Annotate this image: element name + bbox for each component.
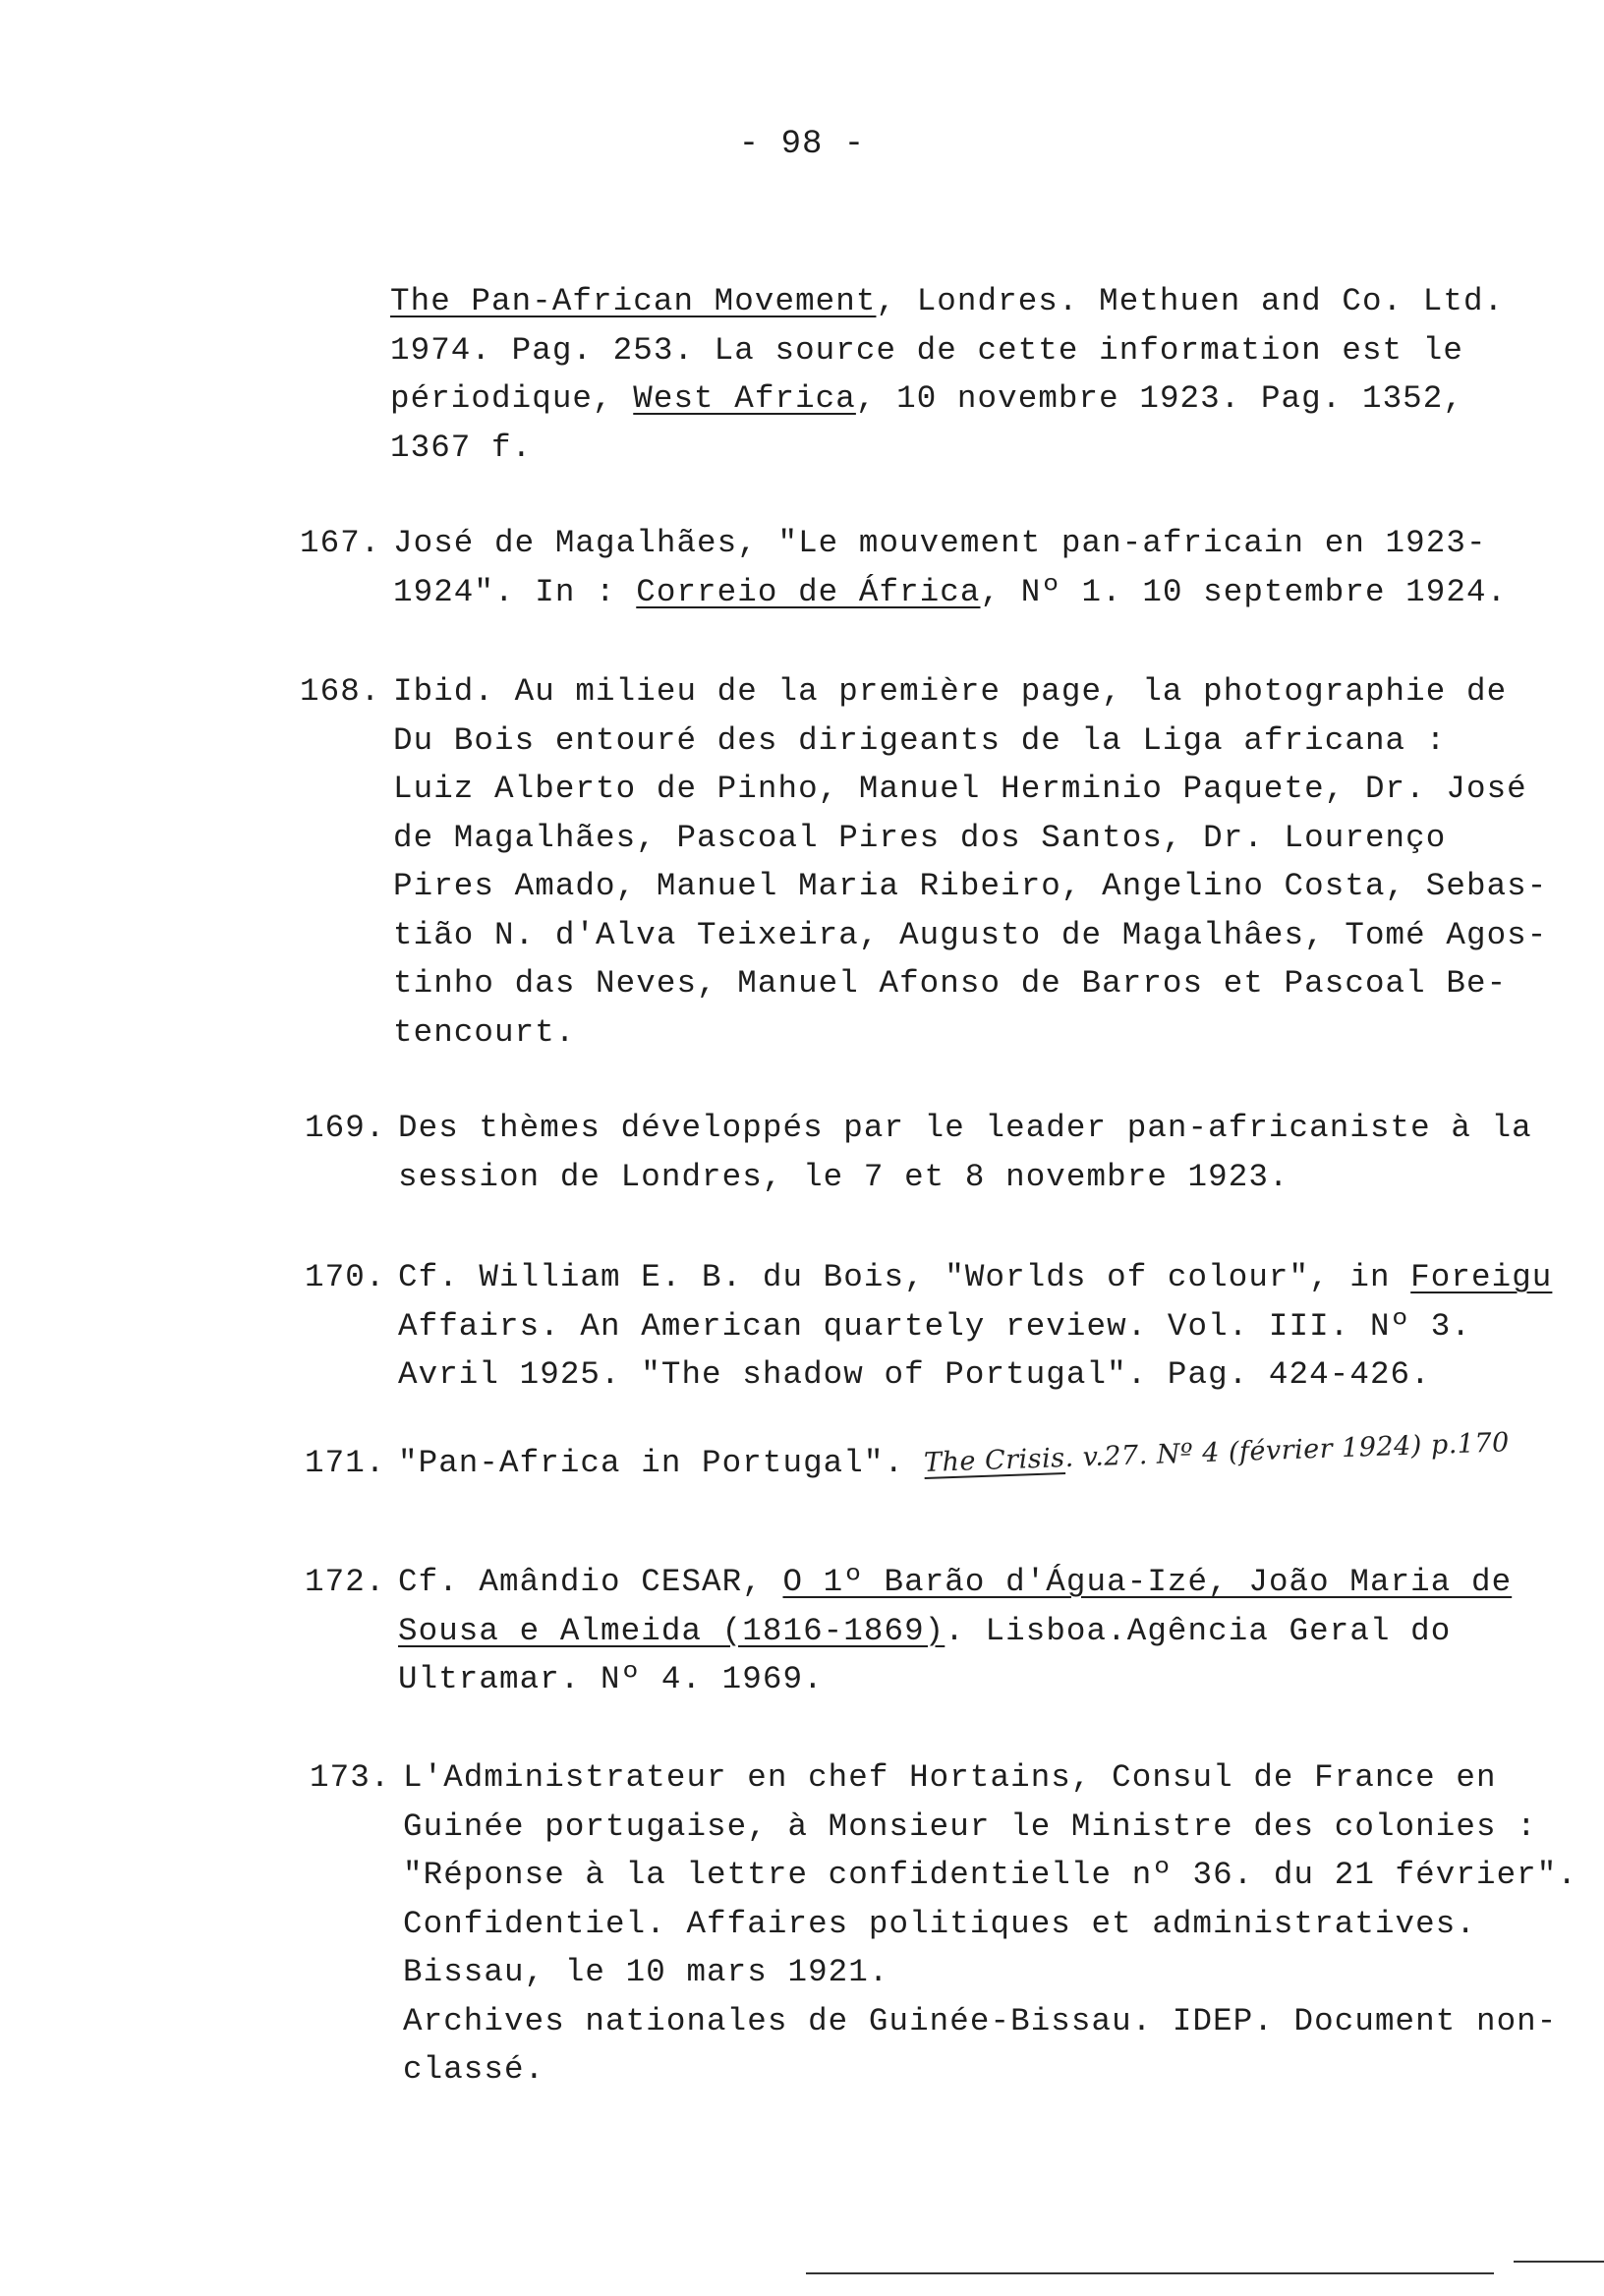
footnote-line xyxy=(393,717,1604,766)
text-segment: Pires Amado, Manuel Maria Ribeiro, Angelino Costa, Sebas- xyxy=(393,868,1548,904)
text-segment: tencourt. xyxy=(393,1013,576,1051)
footnote-line xyxy=(398,1558,1604,1607)
underlined-title: Sousa e Almeida (1816-1869) xyxy=(398,1612,945,1649)
footnote-line xyxy=(393,765,1604,814)
footnote-number: 167. xyxy=(300,525,381,561)
footnote-171 xyxy=(305,1427,1604,1488)
text-segment: tião N. d'Alva Teixeira, Augusto de Magalhâes, Tomé Agos- xyxy=(393,916,1548,953)
text-segment: session de Londres, le 7 et 8 novembre 1923. xyxy=(398,1158,1289,1195)
footnote-line xyxy=(393,1008,1604,1058)
text-segment: , 10 novembre 1923. Pag. 1352, xyxy=(855,380,1463,417)
text-segment: tinho das Neves, Manuel Afonso de Barros et Pascoal Be- xyxy=(393,965,1508,1002)
underlined-title: West Africa xyxy=(633,380,856,417)
text-segment: José de Magalhães, "Le mouvement pan-africain en 1923- xyxy=(393,525,1487,561)
text-segment: "Réponse à la lettre confidentielle nº 36. du 21 février". xyxy=(403,1857,1577,1893)
text-segment: 1974. Pag. 253. La source de cette information est le xyxy=(390,331,1463,369)
footnote-line xyxy=(403,2045,1604,2095)
footnote-number: 171. xyxy=(305,1445,386,1481)
text-segment: . Lisboa.Agência Geral do xyxy=(945,1612,1452,1649)
footnote-number: 168. xyxy=(300,673,381,710)
footnote-line xyxy=(398,1302,1604,1351)
text-segment: Affairs. An American quartely review. Vol. III. Nº 3. xyxy=(398,1307,1471,1345)
footnote-number: 172. xyxy=(305,1564,386,1600)
text-segment: "Pan-Africa in Portugal". xyxy=(398,1445,925,1481)
footnote-line xyxy=(393,519,1604,568)
footnote-line xyxy=(393,814,1604,863)
footnote-line xyxy=(393,862,1604,911)
footnote-line xyxy=(403,1753,1604,1803)
footnote-number: 170. xyxy=(305,1259,386,1295)
footnote-number: 173. xyxy=(310,1759,391,1796)
footnote-line xyxy=(403,1948,1604,1997)
footnote-line xyxy=(390,326,1604,375)
handwritten-annotation: The Crisis xyxy=(923,1443,1065,1479)
underlined-title: Foreigu xyxy=(1410,1259,1553,1295)
footnote-line xyxy=(403,1900,1604,1949)
text-segment: Archives nationales de Guinée-Bissau. IDEP. Document non- xyxy=(403,2002,1558,2039)
text-segment: classé. xyxy=(403,2051,545,2088)
text-segment: Cf. William E. B. du Bois, "Worlds of colour", in xyxy=(398,1259,1411,1295)
text-segment: Du Bois entouré des dirigeants de la Liga africana : xyxy=(393,721,1447,759)
underlined-title: Correio de África xyxy=(636,573,981,610)
handwritten-note xyxy=(923,1418,1510,1487)
footnote-168 xyxy=(300,667,1604,1057)
bottom-rule-right xyxy=(1514,2261,1604,2263)
footnote-line xyxy=(390,424,1604,473)
footnote-line xyxy=(398,1253,1604,1302)
text-segment: de Magalhães, Pascoal Pires dos Santos, Dr. Lourenço xyxy=(393,819,1447,856)
underlined-title: The Pan-African Movement xyxy=(390,283,877,319)
footnote-line xyxy=(398,1104,1604,1153)
footnote-number: 169. xyxy=(305,1110,386,1146)
text-segment: Des thèmes développés par le leader pan-africaniste à la xyxy=(398,1110,1532,1146)
footnote-173 xyxy=(310,1753,1604,2095)
text-segment: Bissau, le 10 mars 1921. xyxy=(403,1954,889,1990)
footnote-line xyxy=(398,1350,1604,1400)
footnote-line xyxy=(390,277,1604,326)
text-segment: Ultramar. Nº 4. 1969. xyxy=(398,1661,824,1697)
text-segment: , Londres. Methuen and Co. Ltd. xyxy=(876,283,1505,319)
footnote-line xyxy=(403,1997,1604,2046)
text-segment: L'Administrateur en chef Hortains, Consul de France en xyxy=(403,1759,1497,1796)
footnote-line xyxy=(403,1851,1604,1900)
page-number: - 98 - xyxy=(738,126,866,163)
text-segment: Avril 1925. "The shadow of Portugal". Pag. 424-426. xyxy=(398,1356,1431,1393)
text-segment: Confidentiel. Affaires politiques et administratives. xyxy=(403,1905,1476,1942)
handwritten-annotation: . v.27. Nº 4 (février 1924) p.170 xyxy=(1063,1427,1510,1473)
text-segment: Luiz Alberto de Pinho, Manuel Herminio Paquete, Dr. José xyxy=(393,771,1527,807)
footnote-line xyxy=(393,568,1604,617)
text-segment: Guinée portugaise, à Monsieur le Ministre des colonies : xyxy=(403,1808,1537,1845)
text-segment: , Nº 1. 10 septembre 1924. xyxy=(980,573,1508,610)
footnote-line xyxy=(403,1803,1604,1852)
text-segment: 1924". In : xyxy=(393,573,637,610)
bottom-rule-left xyxy=(806,2272,1494,2274)
underlined-title: O 1º Barão d'Água-Izé, João Maria de xyxy=(782,1564,1513,1600)
footnote-continuation xyxy=(390,277,1604,472)
text-segment: Cf. Amândio CESAR, xyxy=(398,1564,783,1600)
footnote-169 xyxy=(305,1104,1604,1201)
footnote-line xyxy=(398,1607,1604,1656)
footnote-170 xyxy=(305,1253,1604,1400)
footnote-172 xyxy=(305,1558,1604,1704)
footnote-line xyxy=(398,1153,1604,1202)
footnote-line xyxy=(393,959,1604,1008)
text-segment: Ibid. Au milieu de la première page, la photographie de xyxy=(393,673,1508,710)
footnote-line xyxy=(390,374,1604,424)
footnote-167 xyxy=(300,519,1604,616)
footnote-line xyxy=(398,1655,1604,1704)
footnote-line xyxy=(393,911,1604,960)
text-segment: périodique, xyxy=(390,380,634,417)
text-segment: 1367 f. xyxy=(390,429,533,466)
footnote-line xyxy=(393,667,1604,717)
footnote-line xyxy=(398,1427,1604,1488)
